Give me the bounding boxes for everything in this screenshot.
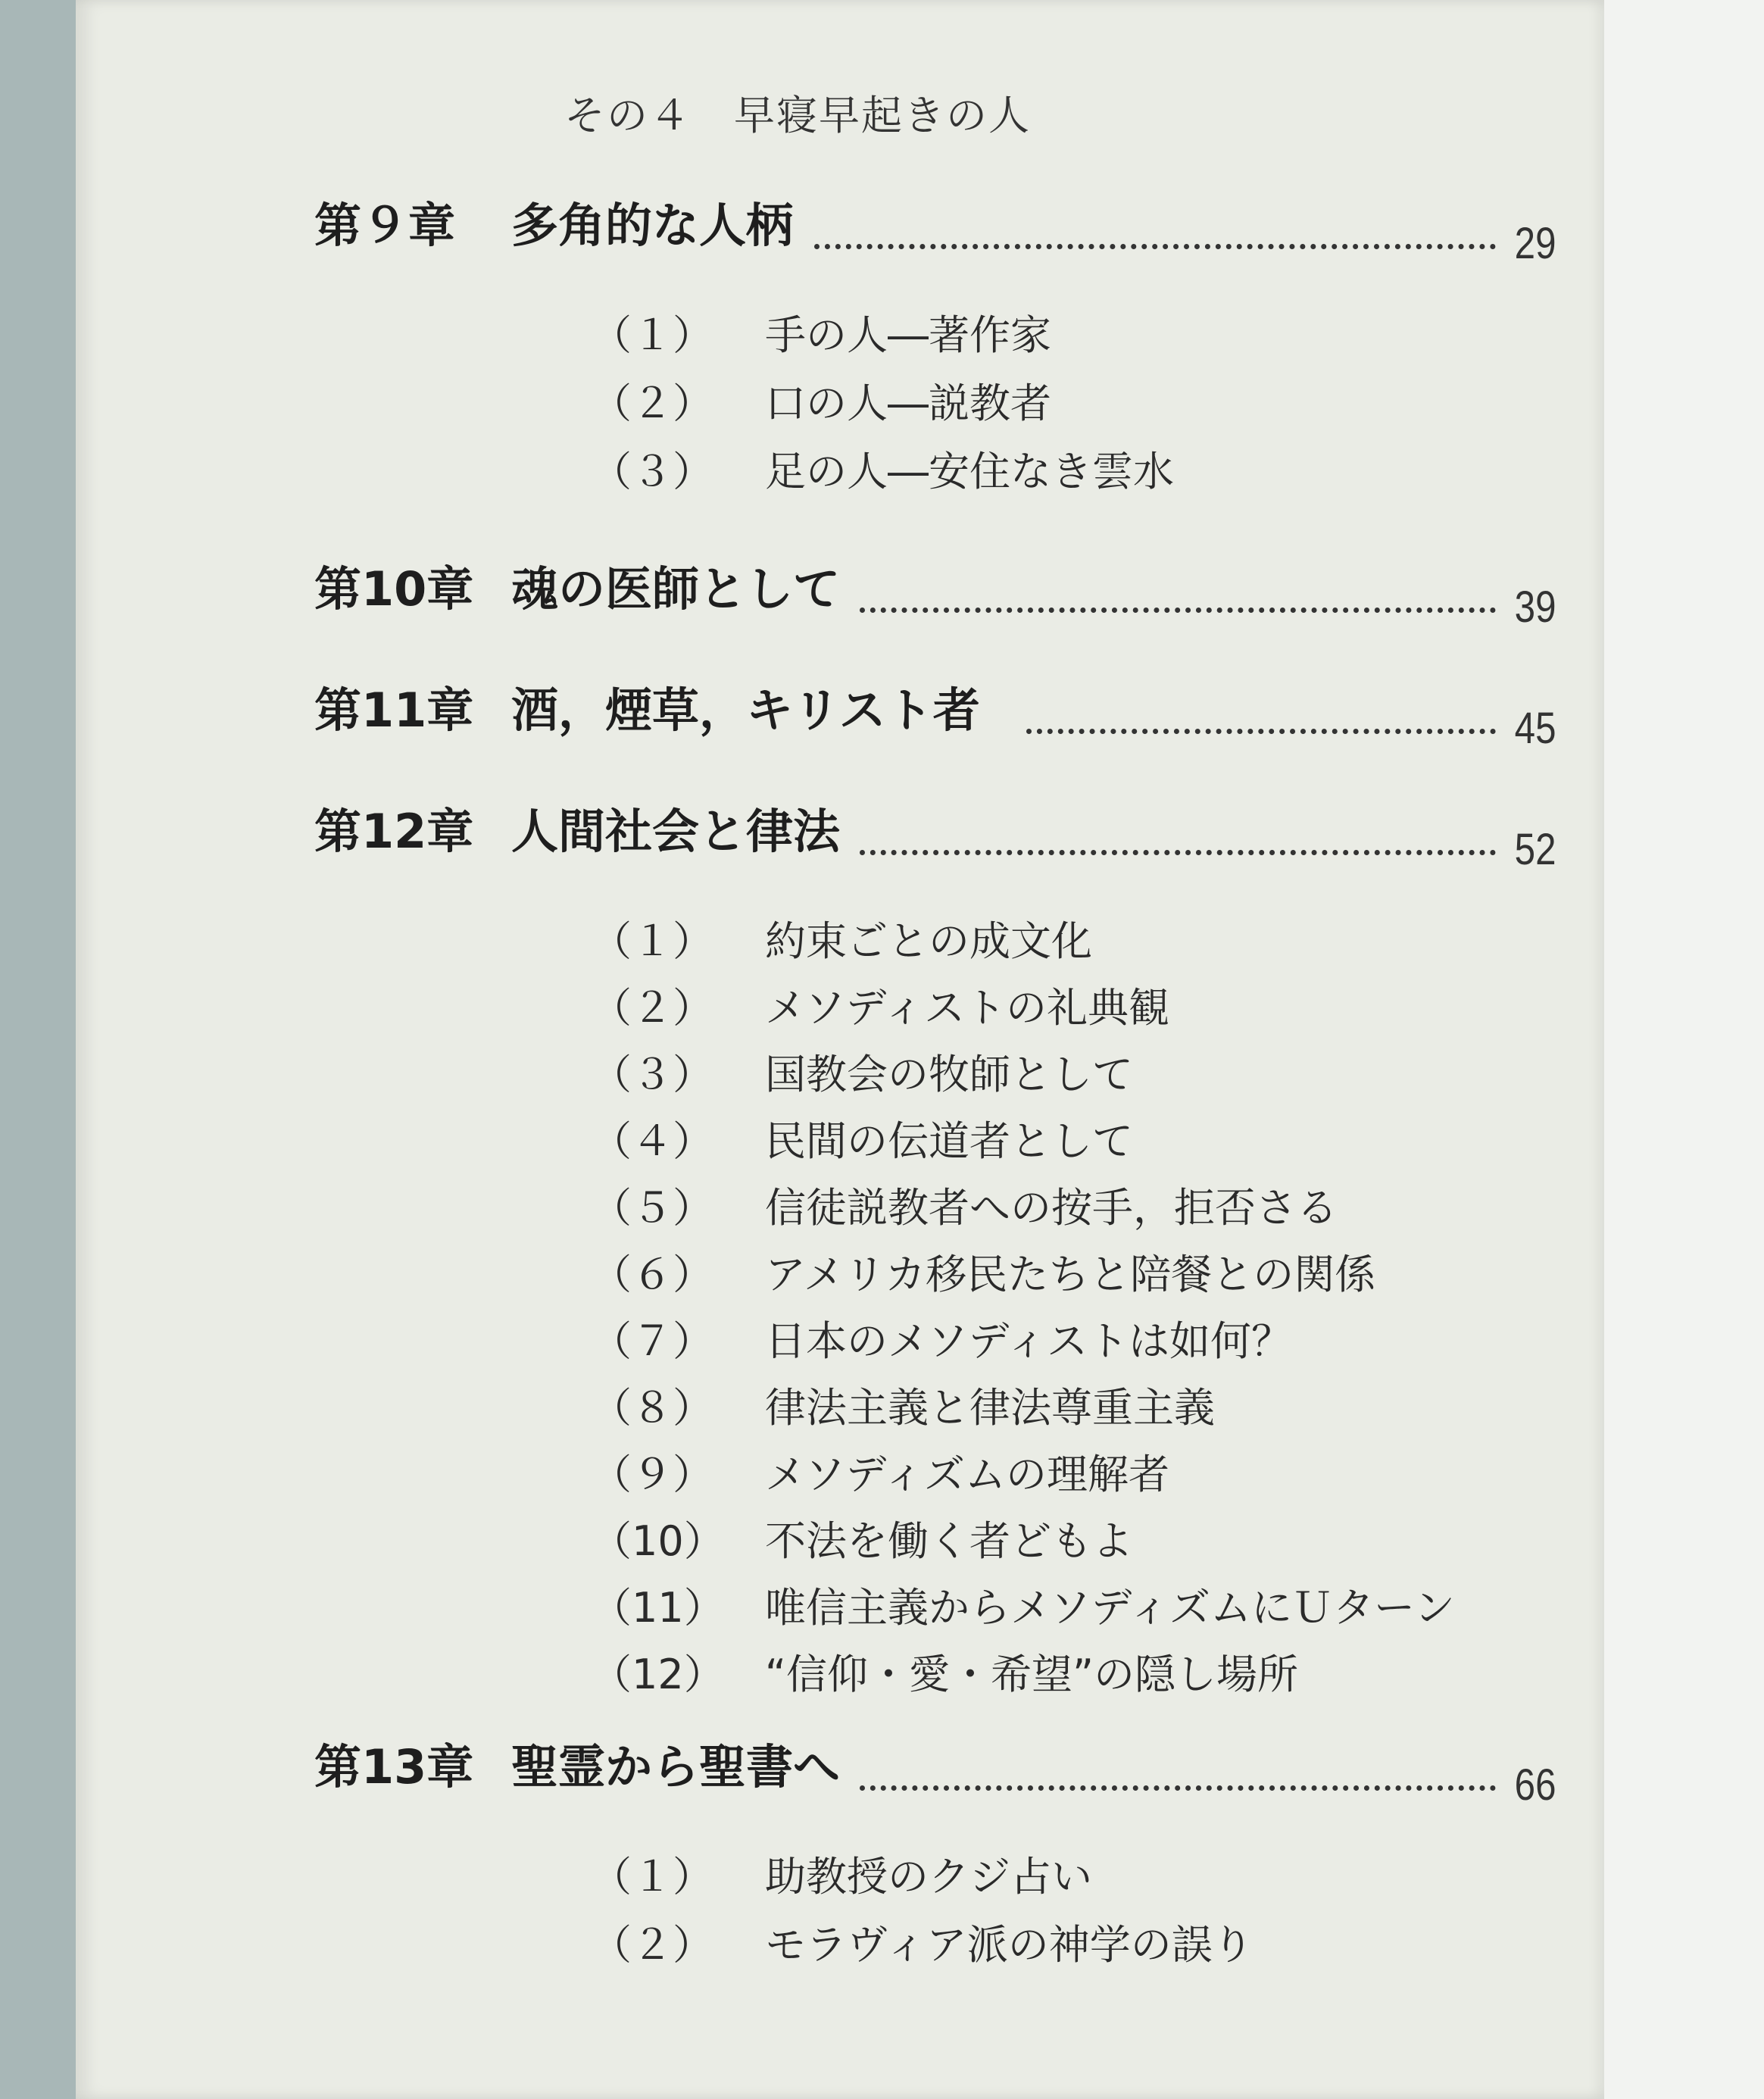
section-title: メソディストの礼典観: [765, 984, 1170, 1032]
chapter-page-number: 52: [1515, 825, 1556, 874]
section-number: （８）: [591, 1384, 713, 1432]
chapter-page-number: 66: [1515, 1760, 1556, 1810]
section-title: 不法を働く者どもよ: [765, 1517, 1133, 1565]
background-left: [0, 0, 76, 2099]
chapter-title: 酒，煙草，キリスト者: [511, 682, 980, 738]
background-right: [1604, 0, 1764, 2099]
section-number: （７）: [591, 1317, 713, 1365]
toc-section: [591, 1042, 1133, 1101]
section-number: （11）: [591, 1584, 725, 1632]
dot-leader: [860, 608, 1496, 613]
toc-chapter-9: [314, 198, 1556, 269]
section-number: （１）: [591, 1853, 713, 1901]
chapter-page-number: 29: [1515, 219, 1556, 268]
book-page: [76, 0, 1604, 2099]
toc-section: [591, 1442, 1169, 1501]
section-title: 律法主義と律法尊重主義: [765, 1384, 1215, 1432]
toc-section: [591, 909, 1092, 967]
toc-section: [591, 1509, 1133, 1567]
toc-section: [591, 439, 1174, 498]
chapter-label: 第11章: [314, 682, 474, 738]
chapter-page-number: 45: [1515, 704, 1556, 753]
section-number: （１）: [591, 917, 713, 965]
toc-chapter-11: [314, 682, 1556, 754]
chapter-title: 聖霊から聖書へ: [511, 1739, 841, 1794]
chapter-title: 魂の医師として: [511, 561, 841, 617]
section-number: （４）: [591, 1117, 713, 1165]
section-number: （５）: [591, 1184, 713, 1232]
dot-leader: [814, 244, 1496, 249]
toc-section: [591, 1309, 1292, 1367]
toc-chapter-10: [314, 561, 1556, 633]
chapter-label: 第12章: [314, 804, 474, 859]
dot-leader: [860, 1785, 1496, 1791]
section-title: 手の人―著作家: [765, 311, 1051, 359]
section-title: 唯信主義からメソディズムにＵターン: [765, 1584, 1455, 1632]
toc-section: [591, 1376, 1215, 1434]
section-title: 信徒説教者への按手，拒否さる: [765, 1184, 1338, 1232]
section-title: メソディズムの理解者: [765, 1451, 1170, 1498]
section-number: （３）: [591, 1051, 713, 1098]
toc-section: [591, 1576, 1455, 1634]
section-number: （１）: [591, 311, 713, 359]
toc-section: [591, 976, 1169, 1034]
toc-section: [591, 371, 1051, 429]
chapter-title: 人間社会と律法: [511, 804, 841, 859]
dot-leader: [1026, 729, 1496, 734]
chapter-label: 第10章: [314, 561, 474, 617]
toc-chapter-13: [314, 1739, 1556, 1810]
chapter-label: 第13章: [314, 1739, 474, 1794]
section-number: （２）: [591, 1921, 713, 1969]
section-number: （12）: [591, 1651, 725, 1698]
section-number: （２）: [591, 984, 713, 1032]
chapter-page-number: 39: [1515, 583, 1556, 632]
section-title: 助教授のクジ占い: [765, 1853, 1092, 1901]
section-title: モラヴィア派の神学の誤り: [765, 1921, 1254, 1969]
toc-section: [591, 1844, 1092, 1903]
page-header: その４ 早寝早起きの人: [564, 92, 1031, 139]
chapter-title: 多角的な人柄: [511, 198, 794, 253]
section-title: 足の人―安住なき雲水: [765, 448, 1174, 495]
toc-chapter-12: [314, 804, 1556, 875]
section-title: アメリカ移民たちと陪餐との関係: [765, 1251, 1376, 1298]
section-title: 民間の伝道者として: [765, 1117, 1133, 1165]
section-title: 国教会の牧師として: [765, 1051, 1133, 1098]
section-number: （６）: [591, 1251, 713, 1298]
chapter-label: 第９章: [314, 198, 456, 253]
section-title: 日本のメソディストは如何？: [765, 1317, 1293, 1365]
toc-section: [591, 303, 1051, 361]
dot-leader: [860, 850, 1496, 855]
toc-section: [591, 1176, 1338, 1234]
section-number: （３）: [591, 448, 713, 495]
section-title: “信仰・愛・希望”の隠し場所: [765, 1651, 1298, 1698]
section-title: 約束ごとの成文化: [765, 917, 1092, 965]
section-number: （９）: [591, 1451, 713, 1498]
toc-section: [591, 1242, 1375, 1301]
section-number: （２）: [591, 380, 713, 427]
toc-section: [591, 1642, 1298, 1701]
toc-section: [591, 1109, 1133, 1167]
section-number: （10）: [591, 1517, 725, 1565]
section-title: 口の人―説教者: [765, 380, 1051, 427]
toc-section: [591, 1913, 1254, 1971]
